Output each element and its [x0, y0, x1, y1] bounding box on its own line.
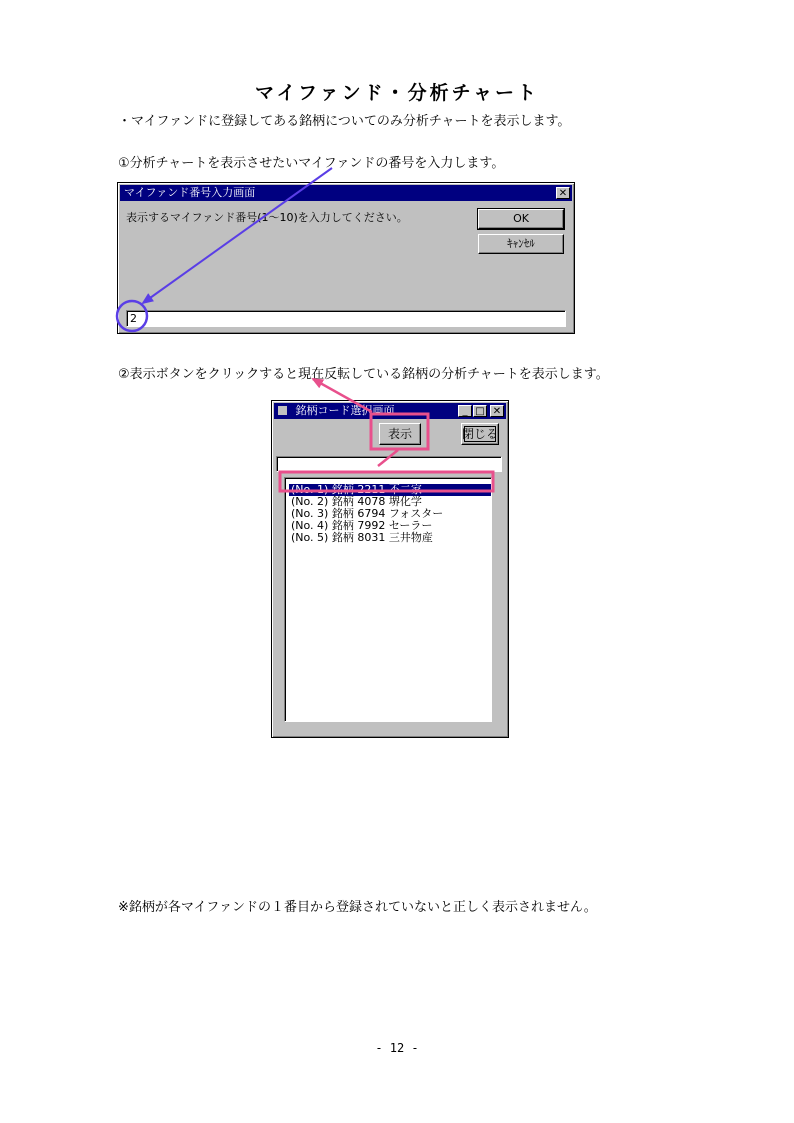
note-text: ※銘柄が各マイファンドの１番目から登録されていないと正しく表示されません。 [118, 900, 597, 915]
list-item[interactable]: (No. 3) 銘柄 6794 フォスター [291, 507, 444, 520]
fund-number-value: 2 [130, 312, 137, 325]
page-number: - 12 - [375, 1041, 419, 1055]
show-button-highlight [371, 414, 428, 449]
list-item[interactable]: (No. 1) 銘柄 2211 不二家 [289, 484, 491, 496]
close-icon[interactable]: ✕ [490, 405, 504, 417]
intro-text: ・マイファンドに登録してある銘柄についてのみ分析チャートを表示します。 [118, 114, 571, 129]
list-item[interactable]: (No. 5) 銘柄 8031 三井物産 [291, 531, 433, 544]
close-window-button[interactable]: 閉じる [461, 423, 499, 445]
pink-connector [378, 450, 398, 466]
selected-item-highlight [280, 472, 493, 491]
list-item[interactable]: (No. 4) 銘柄 7992 セーラー [291, 519, 433, 532]
page-title: マイファンド・分析チャート [254, 82, 540, 104]
minimize-icon[interactable]: _ [458, 405, 472, 417]
cancel-button[interactable]: ｷｬﾝｾﾙ [478, 234, 564, 254]
step2-text: ②表示ボタンをクリックすると現在反転している銘柄の分析チャートを表示します。 [118, 367, 609, 382]
window-title: 銘柄コード選択画面 [295, 404, 395, 417]
blue-arrow [143, 168, 332, 303]
input-highlight-circle [117, 301, 147, 331]
ok-button[interactable]: OK [478, 209, 564, 229]
show-button[interactable]: 表示 [379, 423, 421, 445]
dialog-prompt: 表示するマイファンド番号(1～10)を入力してください。 [126, 211, 408, 224]
pink-arrow [313, 379, 372, 412]
list-item[interactable]: (No. 2) 銘柄 4078 堺化学 [291, 495, 422, 508]
step1-text: ①分析チャートを表示させたいマイファンドの番号を入力します。 [118, 156, 505, 171]
maximize-icon[interactable]: □ [473, 405, 487, 417]
close-icon[interactable]: ✕ [556, 187, 570, 199]
dialog-title: マイファンド番号入力画面 [124, 186, 256, 199]
